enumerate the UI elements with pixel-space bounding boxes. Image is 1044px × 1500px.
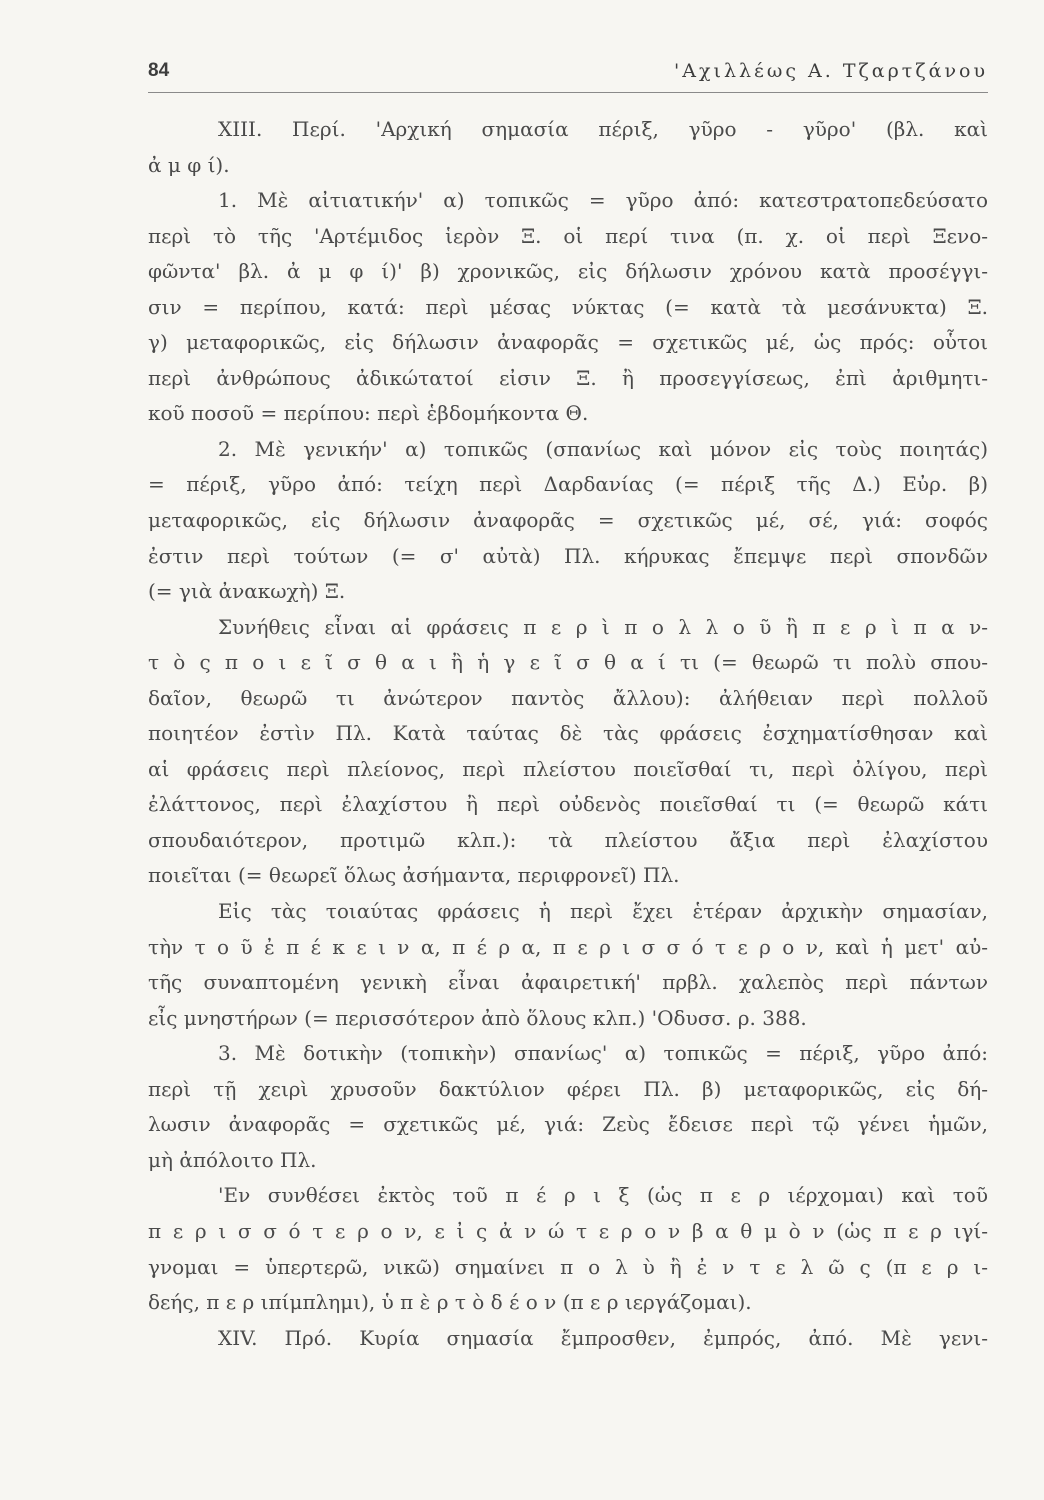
- text-line: 1. Μὲ αἰτιατικήν' α) τοπικῶς = γῦρο ἀπό: κατεστρατοπεδεύσατο: [218, 188, 988, 213]
- text-line: Συνήθεις εἶναι αἱ φράσεις π ε ρ ὶ π ο λ λ ο ῦ ἢ π ε ρ ὶ π α ν-: [218, 614, 988, 639]
- text-line: 'Εν συνθέσει ἐκτὸς τοῦ π έ ρ ι ξ (ὡς π ε ρ ιέρχομαι) καὶ τοῦ: [218, 1183, 988, 1208]
- text-line: τὴν τ ο ῦ ἐ π έ κ ε ι ν α, π έ ρ α, π ε ρ ι σ σ ό τ ε ρ ο ν, καὶ ἡ μετ' αὐ-: [148, 934, 988, 959]
- text-line: περὶ τὸ τῆς 'Αρτέμιδος ἱερὸν Ξ. οἱ περί τινα (π. χ. οἱ περὶ Ξενο-: [148, 223, 988, 248]
- text-line: περὶ τῇ χειρὶ χρυσοῦν δακτύλιον φέρει Πλ. β) μεταφορικῶς, εἰς δή-: [148, 1076, 988, 1101]
- page-header: [148, 58, 988, 93]
- text-line: αἱ φράσεις περὶ πλείονος, περὶ πλείστου ποιεῖσθαί τι, περὶ ὀλίγου, περὶ: [148, 756, 988, 781]
- text-line: Εἰς τὰς τοιαύτας φράσεις ἡ περὶ ἔχει ἑτέραν ἀρχικὴν σημασίαν,: [218, 899, 988, 924]
- text-line: 2. Μὲ γενικήν' α) τοπικῶς (σπανίως καὶ μόνον εἰς τοὺς ποιητάς): [218, 436, 988, 461]
- text-line: περὶ ἀνθρώπους ἀδικώτατοί εἰσιν Ξ. ἢ προσεγγίσεως, ἐπὶ ἀριθμητι-: [148, 365, 988, 390]
- text-line: σιν = περίπου, κατά: περὶ μέσας νύκτας (= κατὰ τὰ μεσάνυκτα) Ξ.: [148, 294, 988, 319]
- text-line: ἐλάττονος, περὶ ἐλαχίστου ἢ περὶ οὐδενὸς ποιεῖσθαί τι (= θεωρῶ κάτι: [148, 792, 988, 817]
- running-title: 'Αχιλλέως Α. Τζαρτζάνου: [674, 60, 988, 82]
- text-line: λωσιν ἀναφορᾶς = σχετικῶς μέ, γιά: Ζεὺς ἔδεισε περὶ τῷ γένει ἡμῶν,: [148, 1112, 988, 1137]
- page-number: 84: [148, 60, 170, 81]
- text-line: ΧΙV. Πρό. Κυρία σημασία ἔμπροσθεν, ἐμπρός, ἀπό. Μὲ γενι-: [218, 1325, 988, 1350]
- text-line: 3. Μὲ δοτικὴν (τοπικὴν) σπανίως' α) τοπικῶς = πέριξ, γῦρο ἀπό:: [218, 1041, 988, 1066]
- text-line: σπουδαιότερον, προτιμῶ κλπ.): τὰ πλείστου ἄξια περὶ ἐλαχίστου: [148, 827, 988, 852]
- text-line: τ ὸ ς π ο ι ε ῖ σ θ α ι ἢ ἡ γ ε ῖ σ θ α ί τι (= θεωρῶ τι πολὺ σπου-: [148, 650, 988, 675]
- text-line: μὴ ἀπόλοιτο Πλ.: [148, 1147, 317, 1172]
- text-line: ποιεῖται (= θεωρεῖ ὅλως ἀσήμαντα, περιφρονεῖ) Πλ.: [148, 863, 680, 888]
- text-line: μεταφορικῶς, εἰς δήλωσιν ἀναφορᾶς = σχετικῶς μέ, σέ, γιά: σοφός: [148, 508, 988, 533]
- text-line: ἐστιν περὶ τούτων (= σ' αὐτὰ) Πλ. κήρυκας ἔπεμψε περὶ σπονδῶν: [148, 543, 988, 568]
- text-line: π ε ρ ι σ σ ό τ ε ρ ο ν, ε ἰ ς ἀ ν ώ τ ε ρ ο ν β α θ μ ὸ ν (ὡς π ε ρ ιγί-: [148, 1218, 988, 1243]
- text-line: εἶς μνηστήρων (= περισσότερον ἀπὸ ὅλους κλπ.) 'Οδυσσ. ρ. 388.: [148, 1005, 807, 1030]
- text-line: = πέριξ, γῦρο ἀπό: τείχη περὶ Δαρδανίας (= πέριξ τῆς Δ.) Εὐρ. β): [148, 472, 988, 497]
- text-line: δαῖον, θεωρῶ τι ἀνώτερον παντὸς ἄλλου): ἀλήθειαν περὶ πολλοῦ: [148, 685, 988, 710]
- text-line: τῆς συναπτομένη γενικὴ εἶναι ἀφαιρετική' πρβλ. χαλεπὸς περὶ πάντων: [148, 970, 988, 995]
- text-line: κοῦ ποσοῦ = περίπου: περὶ ἑβδομήκοντα Θ.: [148, 401, 589, 426]
- text-line: ΧΙΙΙ. Περί. 'Αρχική σημασία πέριξ, γῦρο - γῦρο' (βλ. καὶ: [218, 117, 988, 141]
- text-line: φῶντα' βλ. ἀ μ φ ί)' β) χρονικῶς, εἰς δήλωσιν χρόνου κατὰ προσέγγι-: [148, 259, 988, 284]
- text-line: δεής, π ε ρ ιπίμπλημι), ὑ π ὲ ρ τ ὸ δ έ ο ν (π ε ρ ιεργάζομαι).: [148, 1290, 752, 1315]
- body-text: [148, 112, 988, 1356]
- text-line: (= γιὰ ἀνακωχὴ) Ξ.: [148, 579, 346, 604]
- text-line: γνομαι = ὑπερτερῶ, νικῶ) σημαίνει π ο λ ὺ ἢ ἐ ν τ ε λ ῶ ς (π ε ρ ι-: [148, 1254, 988, 1279]
- text-line: ἀ μ φ ί).: [148, 152, 230, 177]
- text-line: γ) μεταφορικῶς, εἰς δήλωσιν ἀναφορᾶς = σχετικῶς μέ, ὡς πρός: οὗτοι: [148, 330, 988, 355]
- text-line: ποιητέον ἐστὶν Πλ. Κατὰ ταύτας δὲ τὰς φράσεις ἐσχηματίσθησαν καὶ: [148, 721, 988, 746]
